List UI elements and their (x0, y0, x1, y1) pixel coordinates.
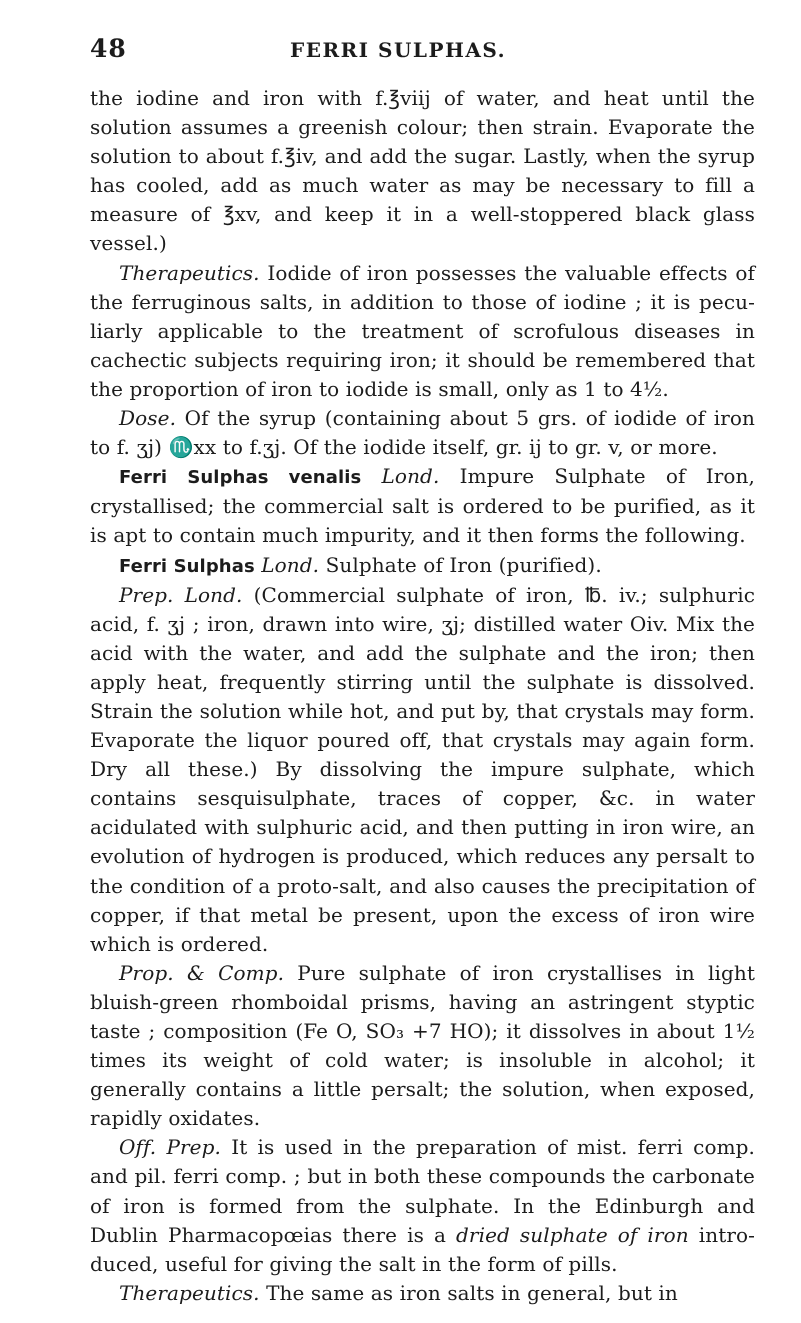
paragraph-prop-comp (90, 959, 755, 1134)
page-header (90, 34, 755, 68)
paragraph-off-prep (90, 1133, 755, 1278)
paragraph-text: intro- duced, useful for giving the salt in the form of pills. (90, 1222, 755, 1276)
paragraph-text: Of the syrup (containing about 5 grs. of iodide of iron to f. ʒj) ♏xx to f.ʒj. Of the iodide itself, gr. ij to gr. v, or more. (90, 406, 755, 460)
paragraph-text: Sulphate of Iron (purified). (319, 552, 602, 577)
paragraph-text: (Commercial sulphate of iron, ℔. iv.; sulphuric acid, f. ʒj ; iron, drawn into wire, ʒj; distilled water Oiv. Mix the acid with the water, and add the sulphate and the iron; then apply heat, frequently stirring until the sulphate is dissolved. Strain the solution while hot, and put by, that crystals may form. Evaporate the liquor poured off, that crystals may again form. Dry all these.) By dissolving the impure sulphate, which contains sesquisulphate, traces of copper, &c. in water acidulated with sulphuric acid, and then putting in iron wire, an evolution of hydrogen is produced, which reduces any persalt to the condition of a proto-salt, and also causes the precipitation of copper, if that metal be present, upon the excess of iron wire which is ordered. (90, 582, 755, 956)
paragraph-text: It is used in the preparation of mist. ferri comp. and pil. ferri comp. ; but in both these compounds the carbonate of iron is formed from the sulphate. In the Edinburgh and Dublin Pharmacopœias there is a (90, 1135, 756, 1247)
section-label: Prep. Lond. (119, 582, 243, 607)
paragraph-text: the iodine and iron with f.℥viij of water, and heat until the solution assumes a greenish colour; then strain. Evaporate the solution to about f.℥iv, and add the sugar. Lastly, when the syrup has cooled, add as much water as may be necessary to fill a measure of ℥xv, and keep it in a well-stoppered black glass vessel.) (90, 86, 755, 256)
section-label: Prop. & Comp. (119, 960, 285, 985)
running-head: FERRI SULPHAS. (290, 38, 507, 62)
paragraph-therapeutics-sulphate (90, 1279, 755, 1308)
section-label: Off. Prep. (119, 1135, 221, 1160)
paragraph-ferri-sulphas (90, 551, 755, 581)
paragraph-therapeutics-iodide (90, 259, 755, 404)
paragraph-text: Pure sulphate of iron crystallises in light bluish-green rhomboidal prisms, having an astringent styptic taste ; composition (Fe O, SO₃ +7 HO); it dissolves in about 1½ times its weight of cold water; is insoluble in alcohol; it generally contains a little persalt; the solution, when exposed, rapidly oxidates. (90, 960, 756, 1131)
section-label: Therapeutics. (119, 260, 260, 285)
paragraph-ferri-sulphas-venalis (90, 462, 755, 550)
section-label: Lond. (381, 464, 440, 489)
paragraph-preparation-continued (90, 84, 755, 259)
italic-phrase: dried sulphate of iron (456, 1222, 689, 1247)
book-page (90, 34, 755, 1308)
page-number: 48 (90, 34, 127, 63)
paragraph-dose (90, 404, 755, 462)
paragraph-prep-lond (90, 581, 755, 959)
section-label: Lond. (261, 552, 320, 577)
section-label: Dose. (119, 406, 177, 431)
entry-term: Ferri Sulphas (119, 555, 255, 577)
paragraph-text: The same as iron salts in general, but in (259, 1280, 678, 1305)
paragraph-text: Impure Sulphate of Iron, crystallised; the commercial salt is ordered to be purified, as it is apt to contain much impurity, and it then forms the following. (90, 464, 755, 548)
entry-term: Ferri Sulphas venalis (119, 467, 362, 489)
paragraph-text: Iodide of iron possesses the valuable effects of the ferruginous salts, in addition to those of iodine ; it is pecu- liarly applicable to the treatment of scrofulous diseases in cachectic subjects requiring iron; it should be remembered that the proportion of iron to iodide is small, only as 1 to 4½. (90, 260, 755, 401)
section-label: Therapeutics. (119, 1280, 260, 1305)
